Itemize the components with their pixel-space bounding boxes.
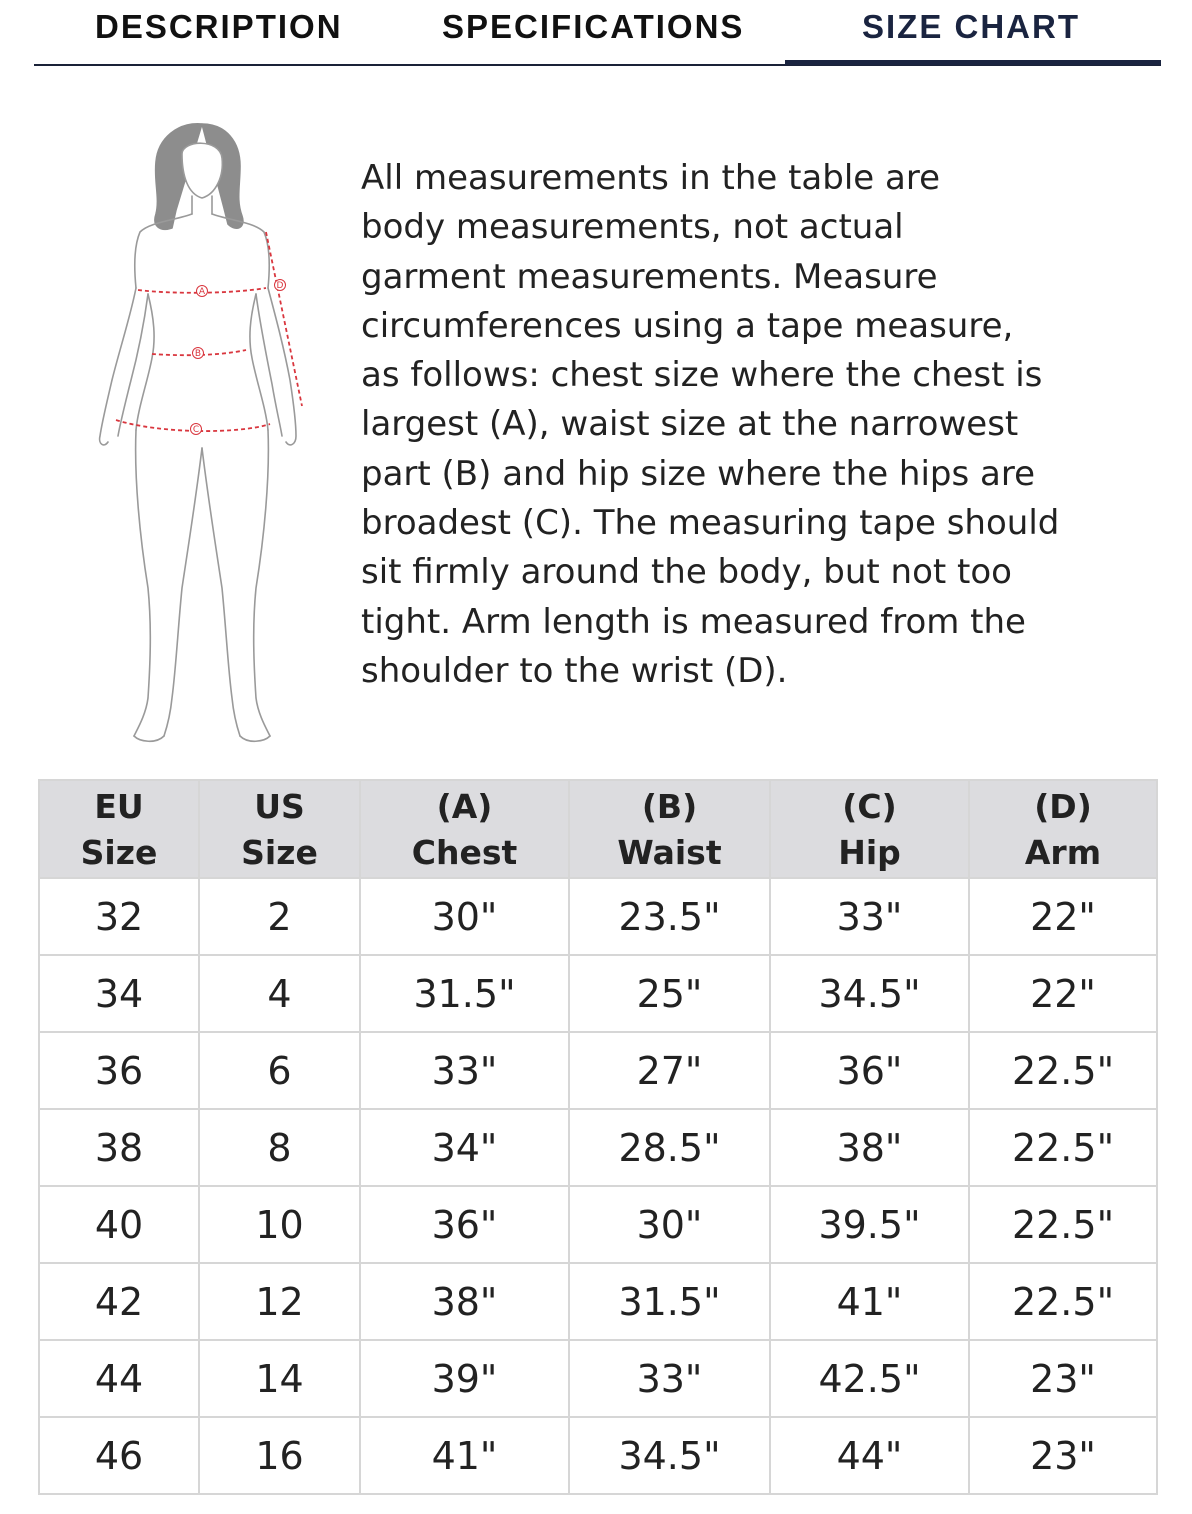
tab-size-chart[interactable]: SIZE CHART (862, 8, 1080, 45)
cell-hip: 34.5" (770, 955, 969, 1032)
table-row (39, 1032, 1157, 1109)
cell-us-size: 4 (199, 955, 360, 1032)
cell-eu-size: 40 (39, 1186, 199, 1263)
table-row (39, 1109, 1157, 1186)
table-row (39, 1340, 1157, 1417)
cell-chest: 38" (360, 1263, 569, 1340)
cell-hip: 41" (770, 1263, 969, 1340)
cell-us-size: 16 (199, 1417, 360, 1494)
cell-us-size: 12 (199, 1263, 360, 1340)
table-row (39, 1186, 1157, 1263)
measurement-instructions: All measurements in the table are body measurements, not actual garment measurements. Measure circumferences using a tape measure, as follows: chest size where the chest is largest (A), waist size at the narrowest part (B) and hip size where the hips are broadest (C). The measuring tape should sit firmly around the body, but not too tight. Arm length is measured from the shoulder to the wrist (D). (361, 158, 1060, 691)
cell-waist: 27" (569, 1032, 770, 1109)
table-row (39, 955, 1157, 1032)
tab-bar (34, 0, 1161, 66)
header-hip: (C) Hip (770, 780, 969, 878)
cell-arm: 22" (969, 878, 1157, 955)
cell-arm: 23" (969, 1417, 1157, 1494)
table-row (39, 1263, 1157, 1340)
cell-us-size: 14 (199, 1340, 360, 1417)
marker-b: B (194, 349, 202, 359)
cell-arm: 22.5" (969, 1032, 1157, 1109)
cell-waist: 28.5" (569, 1109, 770, 1186)
cell-arm: 22" (969, 955, 1157, 1032)
cell-waist: 33" (569, 1340, 770, 1417)
cell-eu-size: 44 (39, 1340, 199, 1417)
header-arm: (D) Arm (969, 780, 1157, 878)
cell-eu-size: 42 (39, 1263, 199, 1340)
cell-eu-size: 46 (39, 1417, 199, 1494)
body-measurement-figure (90, 118, 320, 748)
cell-hip: 42.5" (770, 1340, 969, 1417)
cell-hip: 33" (770, 878, 969, 955)
cell-chest: 30" (360, 878, 569, 955)
cell-eu-size: 34 (39, 955, 199, 1032)
tab-specifications[interactable]: SPECIFICATIONS (442, 8, 745, 45)
cell-hip: 39.5" (770, 1186, 969, 1263)
header-waist: (B) Waist (569, 780, 770, 878)
cell-arm: 23" (969, 1340, 1157, 1417)
table-row (39, 878, 1157, 955)
cell-eu-size: 32 (39, 878, 199, 955)
tab-description[interactable]: DESCRIPTION (95, 8, 343, 45)
header-eu-size: EU Size (39, 780, 199, 878)
cell-chest: 41" (360, 1417, 569, 1494)
header-chest: (A) Chest (360, 780, 569, 878)
marker-a: A (198, 287, 206, 297)
cell-arm: 22.5" (969, 1109, 1157, 1186)
table-row (39, 1417, 1157, 1494)
marker-d: D (276, 281, 284, 291)
cell-waist: 34.5" (569, 1417, 770, 1494)
cell-eu-size: 38 (39, 1109, 199, 1186)
cell-chest: 31.5" (360, 955, 569, 1032)
cell-waist: 30" (569, 1186, 770, 1263)
header-us-size: US Size (199, 780, 360, 878)
cell-hip: 44" (770, 1417, 969, 1494)
cell-chest: 39" (360, 1340, 569, 1417)
cell-chest: 36" (360, 1186, 569, 1263)
cell-arm: 22.5" (969, 1186, 1157, 1263)
cell-waist: 23.5" (569, 878, 770, 955)
cell-us-size: 8 (199, 1109, 360, 1186)
cell-waist: 25" (569, 955, 770, 1032)
active-tab-indicator (785, 60, 1161, 65)
size-chart-table (38, 779, 1158, 1495)
cell-us-size: 10 (199, 1186, 360, 1263)
cell-arm: 22.5" (969, 1263, 1157, 1340)
cell-us-size: 6 (199, 1032, 360, 1109)
cell-chest: 34" (360, 1109, 569, 1186)
cell-hip: 36" (770, 1032, 969, 1109)
cell-us-size: 2 (199, 878, 360, 955)
cell-hip: 38" (770, 1109, 969, 1186)
cell-eu-size: 36 (39, 1032, 199, 1109)
table-header-row (39, 780, 1157, 878)
marker-c: C (192, 425, 200, 435)
cell-waist: 31.5" (569, 1263, 770, 1340)
cell-chest: 33" (360, 1032, 569, 1109)
